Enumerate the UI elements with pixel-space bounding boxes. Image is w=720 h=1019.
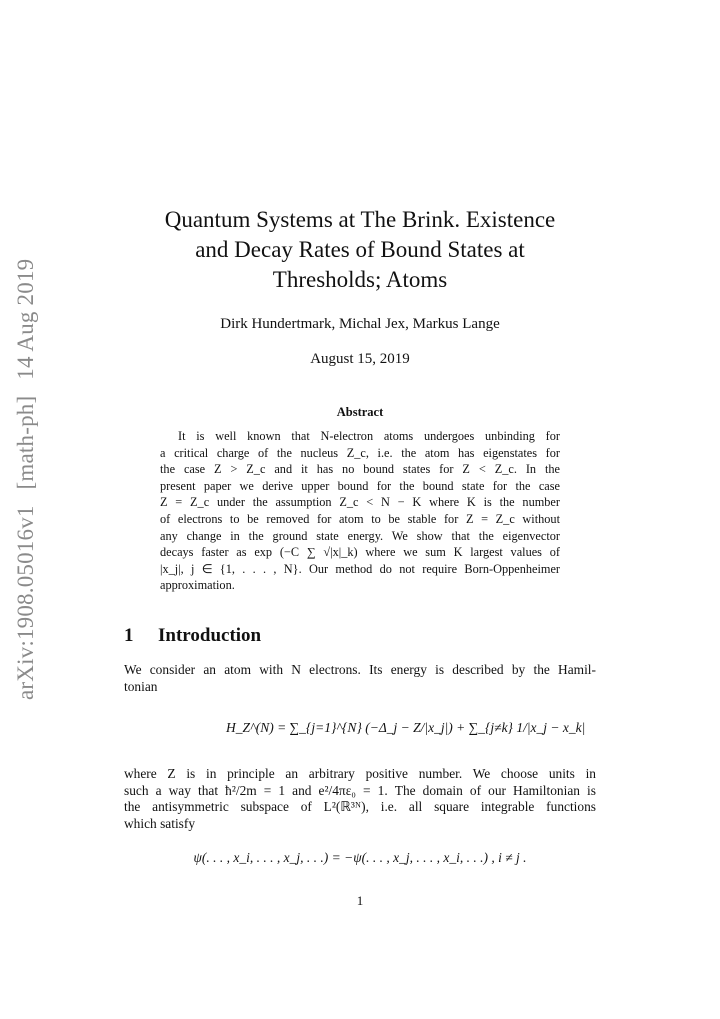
paragraph-line: We consider an atom with N electrons. Its energy is described by the Hamil- [124, 662, 596, 677]
abstract-text [160, 428, 560, 594]
title-line: Quantum Systems at The Brink. Existence [164, 207, 556, 232]
section-title: Introduction [158, 625, 262, 646]
title-line: Thresholds; Atoms [272, 267, 448, 292]
paragraph-line: the antisymmetric subspace of L²(ℝ³ᴺ), i.e. all square integrable functions [124, 799, 596, 814]
abstract-line: Z = Z_c under the assumption Z_c < N − K where K is the number [160, 495, 560, 510]
paragraph-intro [124, 662, 596, 695]
abstract-line: approximation. [160, 578, 235, 593]
paragraph-line: which satisfy [124, 815, 196, 831]
paragraph-units [124, 766, 596, 832]
paragraph-line: tonian [124, 678, 158, 694]
page-number: 1 [356, 893, 364, 908]
paper-date: August 15, 2019 [310, 351, 410, 367]
abstract-line: present paper we derive upper bound for the bound state for the case [160, 478, 560, 493]
paragraph-line: such a way that ħ²/2m = 1 and e²/4πε₀ = 1. The domain of our Hamiltonian is [124, 782, 596, 798]
section-number: 1 [124, 625, 134, 646]
abstract-line: the case Z > Z_c and it has no bound states for Z < Z_c. In the [160, 462, 560, 477]
paper-title [120, 205, 600, 295]
abstract-heading: Abstract [336, 405, 384, 419]
arxiv-id: arXiv:1908.05016v1 [13, 505, 38, 700]
paper-authors: Dirk Hundertmark, Michal Jex, Markus Lange [220, 316, 500, 332]
paragraph-line: where Z is in principle an arbitrary positive number. We choose units in [124, 766, 596, 781]
abstract-line: It is well known that N-electron atoms undergoes unbinding for [178, 429, 560, 443]
abstract-line: |x_j|, j ∈ {1, . . . , N}. Our method do not require Born-Oppenheimer [160, 561, 560, 576]
abstract-line: decays faster as exp (−C ∑ √|x|_k) where we sum K largest values of [160, 545, 560, 560]
arxiv-category: [math-ph] [13, 395, 38, 490]
title-line: and Decay Rates of Bound States at [195, 237, 525, 262]
antisymmetry-equation: ψ(. . . , x_i, . . . , x_j, . . .) = −ψ(. . . , x_j, . . . , x_i, . . .) , i ≠ j . [193, 850, 527, 865]
hamiltonian-equation [226, 706, 586, 756]
abstract-line: a critical charge of the nucleus Z_c, i.e. the atom has eigenstates for [160, 445, 560, 460]
section-heading [124, 625, 604, 647]
abstract-line: any change in the ground state energy. We show that the eigenvector [160, 528, 560, 543]
arxiv-date: 14 Aug 2019 [13, 258, 38, 380]
equation-text: H_Z^(N) = ∑_{j=1}^{N} (−Δ_j − Z/|x_j|) + ∑_{j≠k} 1/|x_j − x_k| [226, 720, 586, 735]
abstract-line: of electrons to be removed for atom to be stable for Z = Z_c without [160, 511, 560, 526]
